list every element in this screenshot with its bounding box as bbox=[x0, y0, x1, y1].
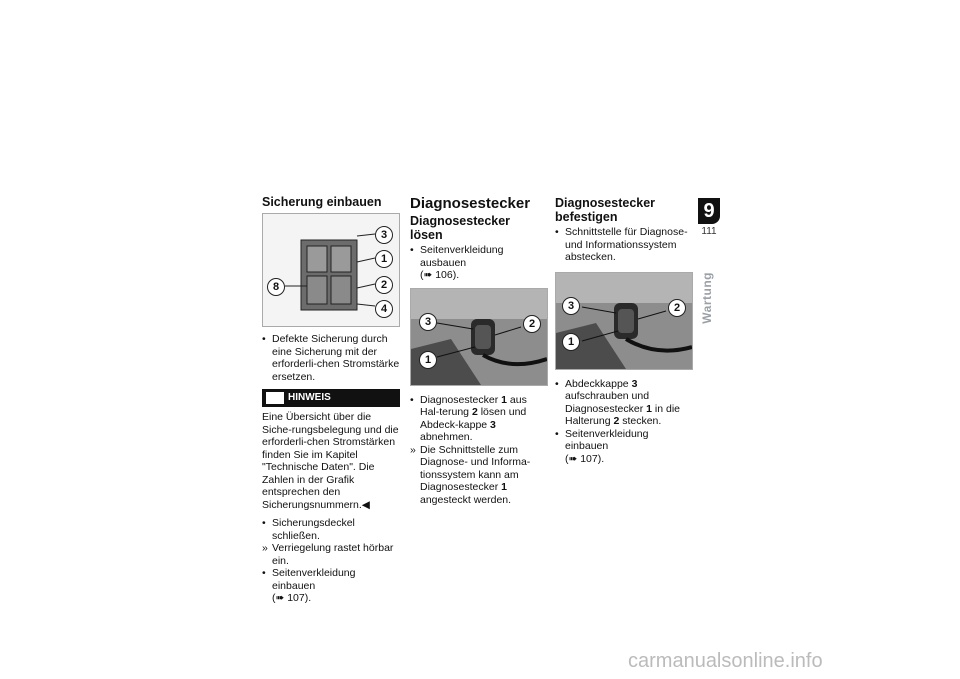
page-reference-link[interactable]: (➠ 107). bbox=[272, 592, 312, 604]
list-item bbox=[262, 542, 400, 567]
bullet-icon: • bbox=[262, 333, 266, 345]
callout-2: 2 bbox=[668, 299, 686, 317]
callout-4: 4 bbox=[375, 300, 393, 318]
bullet-icon: • bbox=[410, 244, 414, 256]
list-item bbox=[262, 567, 400, 605]
bullet-icon: • bbox=[555, 226, 559, 238]
section-title: Diagnosestecker bbox=[410, 195, 531, 212]
bullet-icon: • bbox=[262, 517, 266, 529]
page-number: 111 bbox=[701, 226, 717, 237]
hinweis-label: HINWEIS bbox=[288, 392, 331, 403]
column-diagnose-befestigen bbox=[555, 195, 689, 465]
callout-1: 1 bbox=[562, 333, 580, 351]
list-item: • Diagnosestecker 1 aus Hal-terung 2 lösen und Abdeck-kappe 3 abnehmen. bbox=[410, 393, 527, 443]
heading-diagnosestecker-befestigen: Diagnosestecker befestigen bbox=[555, 196, 656, 224]
column-fuse bbox=[262, 195, 400, 605]
instruction-text: Schnittstelle für Diagnose- und Informationssystem abstecken. bbox=[565, 226, 688, 263]
callout-1: 1 bbox=[419, 351, 437, 369]
list-item: • Abdeckkappe 3 aufschrauben und Diagnosestecker 1 in die Halterung 2 stecken. bbox=[555, 377, 680, 427]
list-item bbox=[262, 333, 400, 383]
page-reference-link[interactable]: (➠ 106). bbox=[420, 269, 460, 281]
heading-diagnosestecker-loesen: Diagnosestecker lösen bbox=[410, 214, 511, 242]
chapter-number: 9 bbox=[698, 198, 720, 224]
instruction-text: Seitenverkleidung einbauen bbox=[272, 567, 356, 592]
hand-pointer-icon bbox=[266, 392, 284, 404]
column-diagnose-loesen bbox=[410, 195, 544, 506]
diagnose-figure-1 bbox=[410, 288, 548, 386]
list-item bbox=[555, 428, 689, 466]
list-item: » Die Schnittstelle zum Diagnose- und Informa-tionssystem kann am Diagnosestecker 1 angesteckt werden. bbox=[410, 443, 531, 506]
result-arrow-icon: » bbox=[410, 443, 416, 456]
callout-8: 8 bbox=[267, 278, 285, 296]
callout-3: 3 bbox=[562, 297, 580, 315]
diagnose-figure-2 bbox=[555, 272, 693, 370]
callout-3: 3 bbox=[419, 313, 437, 331]
watermark: carmanualsonline.info bbox=[628, 650, 823, 672]
callout-1: 1 bbox=[375, 250, 393, 268]
result-text: Verriegelung rastet hörbar ein. bbox=[272, 542, 394, 567]
instruction-text: Seitenverkleidung einbauen bbox=[565, 427, 649, 452]
callout-2: 2 bbox=[523, 315, 541, 333]
hinweis-banner bbox=[262, 389, 400, 407]
bullet-icon: • bbox=[555, 427, 559, 440]
instruction-text: Defekte Sicherung durch eine Sicherung mit der erforderli-chen Stromstärke ersetzen. bbox=[272, 333, 400, 383]
section-name-vertical: Wartung bbox=[700, 272, 714, 324]
chapter-tab bbox=[698, 198, 720, 237]
instruction-text: Seitenverkleidung ausbauen bbox=[420, 244, 504, 269]
fuse-figure bbox=[262, 213, 400, 327]
list-item bbox=[262, 517, 400, 542]
list-item bbox=[410, 244, 544, 282]
instruction-text: Sicherungsdeckel schließen. bbox=[272, 517, 355, 542]
list-item bbox=[555, 226, 689, 264]
callout-3: 3 bbox=[375, 226, 393, 244]
callout-2: 2 bbox=[375, 276, 393, 294]
hinweis-text: Eine Übersicht über die Siche-rungsbelegung und die erforderli-chen Stromstärken finden Sie im Kapitel "Technische Daten". Die Zahlen in der Grafik entsprechen den Sicherungsnummern.◀ bbox=[262, 411, 399, 511]
result-arrow-icon: » bbox=[262, 542, 268, 554]
page-reference-link[interactable]: (➠ 107). bbox=[565, 452, 605, 465]
heading-sicherung-einbauen: Sicherung einbauen bbox=[262, 195, 382, 209]
bullet-icon: • bbox=[410, 393, 414, 406]
diagnostic-connector-photo bbox=[556, 273, 692, 369]
bullet-icon: • bbox=[555, 377, 559, 390]
bullet-icon: • bbox=[262, 567, 266, 579]
diagnostic-connector-photo bbox=[411, 289, 547, 385]
